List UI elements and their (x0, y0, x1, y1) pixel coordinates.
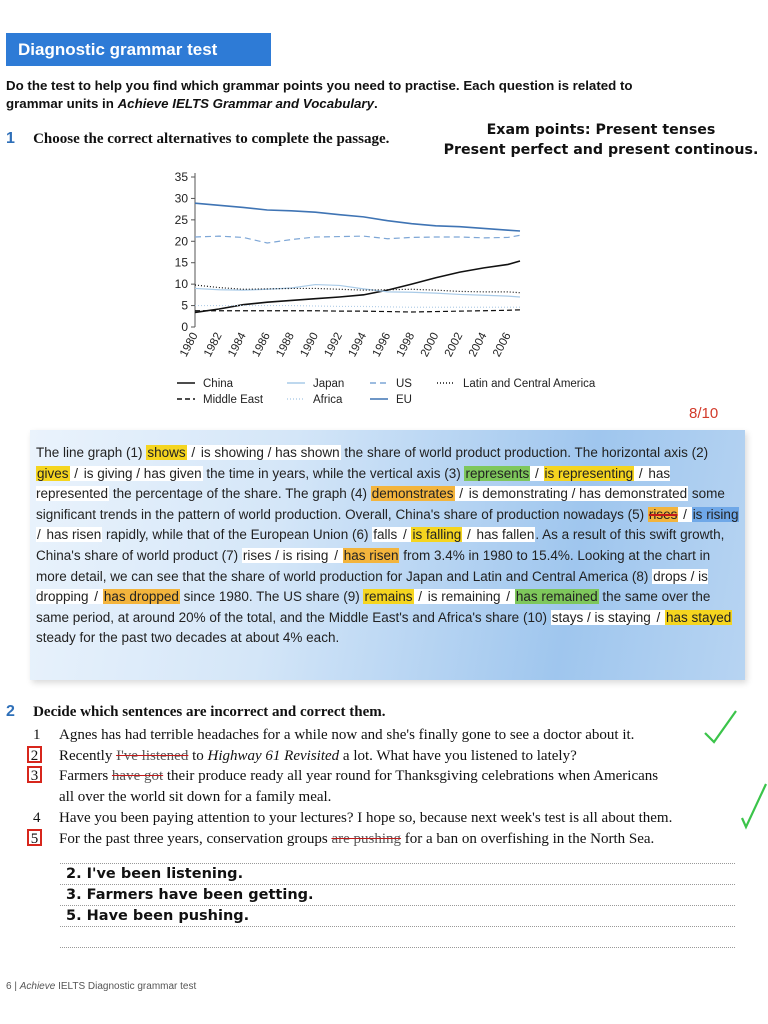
series-line-africa (195, 306, 520, 308)
x-tick-label: 1998 (394, 330, 418, 360)
x-tick-label: 1990 (298, 330, 322, 360)
intro-text: Do the test to help you find which grammar points you need to practise. Each question is related to grammar units in Achieve IELTS Grammar and Vocabulary. (6, 78, 633, 111)
legend-label: US (396, 378, 412, 390)
series-line-china (195, 261, 520, 312)
x-tick-label: 1994 (346, 330, 370, 360)
answer-item: 5. Have been pushing. (66, 908, 250, 924)
y-tick-label: 30 (174, 191, 188, 206)
x-tick-label: 1992 (322, 330, 346, 360)
x-tick-label: 1986 (250, 330, 273, 360)
sentence-4: 4 Have you been paying attention to your lectures? I hope so, because next week's test is all about them. (33, 810, 673, 826)
option-10-others[interactable]: stays / is staying (551, 609, 651, 625)
legend-label: China (203, 378, 234, 390)
exercise-number: 1 (6, 130, 15, 147)
option-4-chosen[interactable]: demonstrates (371, 486, 454, 502)
passage-text: The line graph (1) shows / is showing / has shown the share of world product production. The horizontal axis (2) gives / is giving / has given the time in years, while the vertical axis (3) represents / is representing / has represented the percentage of the share. The graph (4) demonstrates / is demonstrating / has demonstrated some significant trends in the pattern of world production. Overall, China's share of production nowadays (5) rises / is rising / has risen rapidly, while that of the European Union (6) falls / is falling / has fallen. As a result of this swift growth, China's share of world product (7) rises / is rising / has risen from 3.4% in 1980 to 15.4%. Looking at the chart in more detail, we can see that the share of world production for Japan and Latin and Central America (8) drops / is dropping / has dropped since 1980. The US share (9) remains / is remaining / has remained the same over the same period, at around 20% of the total, and the Middle East's and Africa's share (10) stays / is staying / has stayed steady for the past two decades at about 4% each. (36, 445, 739, 646)
option-4-others[interactable]: is demonstrating / has demonstrated (468, 486, 688, 502)
sentence-2: 2 Recently I've listened to Highway 61 Revisited a lot. What have you listened to lately? (33, 746, 753, 767)
marked-incorrect-box: 5 (27, 829, 42, 846)
handwritten-exam-points: Exam points: Present tenses Present perfect and present continous. (443, 122, 759, 158)
option-5-other[interactable]: has risen (46, 527, 102, 543)
x-tick-label: 2002 (442, 330, 466, 360)
y-tick-label: 0 (181, 320, 188, 334)
marked-incorrect-box: 3 (27, 766, 42, 783)
option-1-chosen[interactable]: shows (147, 445, 186, 460)
x-tick-label: 2006 (491, 330, 514, 360)
exercise-instruction: Decide which sentences are incorrect and correct them. (33, 704, 386, 720)
struck-phrase: have got (111, 768, 164, 784)
y-tick-label: 25 (174, 212, 188, 227)
page-footer: 6 | Achieve IELTS Diagnostic grammar test (6, 981, 197, 992)
series-line-middle-east (195, 310, 520, 312)
exercise-1-heading (6, 130, 389, 148)
score-annotation: 8/10 (689, 405, 719, 422)
handwritten-answers (66, 864, 314, 927)
world-production-line-chart (165, 165, 625, 415)
option-10-chosen[interactable]: has stayed (666, 609, 732, 625)
exercise-instruction: Choose the correct alternatives to complete the passage. (33, 131, 390, 147)
answer-item: 3. Farmers have been getting. (66, 887, 314, 903)
option-9-other[interactable]: is remaining (427, 589, 501, 605)
sentence-5: 5 For the past three years, conservation groups are pushing for a ban on overfishing in the North Sea. (33, 829, 753, 850)
answer-item: 2. I've been listening. (66, 866, 244, 882)
option-5-correct[interactable]: is rising (692, 506, 739, 522)
exercise-2-heading (6, 703, 385, 721)
legend-label: Latin and Central America (463, 378, 596, 390)
y-tick-label: 20 (174, 234, 188, 249)
struck-phrase: I've listened (116, 748, 189, 764)
option-7-others[interactable]: rises / is rising (242, 547, 329, 563)
page-title: Diagnostic grammar test (6, 33, 271, 66)
option-2-chosen[interactable]: gives (37, 465, 69, 481)
sentence-1: 1 Agnes has had terrible headaches for a while now and she's finally gone to see a doctor about it. (33, 727, 635, 743)
album-title: Highway 61 Revisited (207, 748, 340, 764)
series-line-latin-and-central-america (195, 285, 520, 293)
option-5-wrong[interactable]: rises (648, 506, 678, 522)
exercise-number: 2 (6, 703, 15, 720)
legend-label: Japan (313, 378, 345, 390)
option-2-others[interactable]: is giving / has given (83, 465, 202, 481)
legend-label: EU (396, 394, 412, 406)
option-7-chosen[interactable]: has risen (343, 547, 399, 563)
option-3-other[interactable]: has represented (36, 465, 671, 502)
answer-line (60, 947, 735, 948)
option-6-a[interactable]: falls (373, 527, 398, 543)
marked-incorrect-box: 2 (27, 746, 42, 763)
checkmark-icon (700, 705, 740, 745)
x-tick-label: 1988 (274, 330, 297, 360)
series-line-eu (195, 203, 520, 231)
x-tick-label: 1982 (202, 330, 225, 360)
x-tick-label: 2004 (466, 330, 490, 360)
option-1-others[interactable]: is showing / has shown (200, 445, 340, 460)
legend-label: Middle East (203, 394, 264, 406)
x-tick-label: 1984 (226, 330, 249, 360)
option-9-correct[interactable]: has remained (515, 589, 598, 605)
sentence-3: 3 Farmers have got their produce ready all year round for Thanksgiving celebrations when Americans all over the world sit down for a family meal. (33, 766, 753, 807)
option-6-chosen[interactable]: is falling (412, 527, 462, 543)
option-6-other[interactable]: has fallen (476, 527, 535, 543)
option-3-chosen[interactable]: is representing (544, 465, 634, 481)
y-tick-label: 15 (174, 255, 188, 270)
checkmark-icon (740, 782, 768, 830)
x-tick-label: 1996 (370, 330, 394, 360)
y-tick-label: 5 (181, 298, 188, 313)
book-title: Achieve IELTS Grammar and Vocabulary (117, 96, 375, 111)
x-tick-label: 1980 (178, 330, 201, 360)
y-tick-label: 35 (174, 170, 188, 184)
legend-label: Africa (313, 394, 343, 406)
struck-phrase: are pushing (331, 831, 402, 847)
option-8-chosen[interactable]: has dropped (103, 589, 179, 605)
series-line-us (195, 235, 520, 243)
option-9-chosen[interactable]: remains (364, 589, 413, 605)
option-8-others[interactable]: drops / is dropping (36, 568, 708, 605)
y-tick-label: 10 (174, 277, 188, 292)
x-tick-label: 2000 (418, 330, 442, 360)
option-3-correct[interactable]: represents (465, 465, 530, 481)
